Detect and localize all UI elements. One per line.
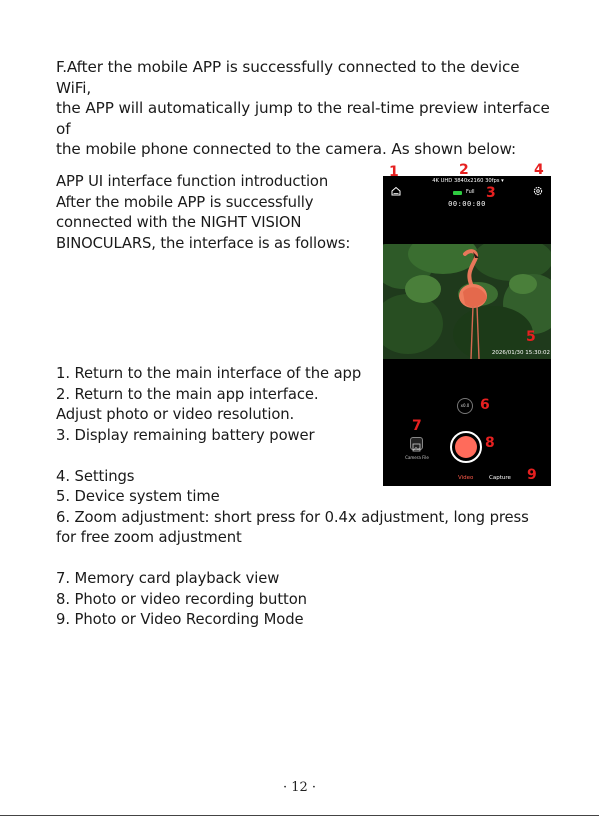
files-label: Camera File bbox=[405, 455, 429, 460]
ui-intro-line: After the mobile APP is successfully bbox=[56, 193, 314, 211]
list-item: 4. Settings bbox=[56, 467, 135, 485]
resolution-selector[interactable]: 4K UHD 3840x2160 30fps ▾ bbox=[432, 178, 504, 184]
callout-9: 9 bbox=[527, 467, 537, 483]
ui-intro-heading: APP UI interface function introduction bbox=[56, 173, 329, 190]
list-item: 2. Return to the main app interface. Adjust photo or video resolution. bbox=[56, 385, 319, 423]
battery-indicator bbox=[453, 189, 483, 197]
intro-line: the mobile phone connected to the camera. As shown below: bbox=[56, 140, 516, 158]
intro-paragraph bbox=[56, 57, 556, 160]
record-button[interactable] bbox=[450, 431, 482, 463]
callout-4: 4 bbox=[534, 162, 544, 178]
gallery-icon[interactable] bbox=[410, 437, 423, 450]
record-icon bbox=[455, 436, 477, 458]
list-item: 9. Photo or Video Recording Mode bbox=[56, 611, 304, 628]
list-item: 1. Return to the main interface of the app bbox=[56, 365, 362, 382]
battery-label: Full bbox=[466, 189, 475, 195]
callout-8: 8 bbox=[485, 435, 495, 451]
list-item: 6. Zoom adjustment: short press for 0.4x adjustment, long press for free zoom adjustment bbox=[56, 508, 529, 546]
list-item: 7. Memory card playback view bbox=[56, 570, 280, 587]
callout-5: 5 bbox=[526, 329, 536, 345]
home-icon[interactable] bbox=[390, 182, 402, 194]
mode-tab-video[interactable]: Video bbox=[458, 475, 474, 481]
bottom-rule bbox=[0, 815, 599, 816]
mode-tab-capture[interactable]: Capture bbox=[489, 475, 511, 481]
ui-intro-line: connected with the NIGHT VISION bbox=[56, 214, 302, 231]
callout-3: 3 bbox=[486, 185, 496, 201]
intro-line: the APP will automatically jump to the real-time preview interface of bbox=[56, 99, 550, 138]
callout-2: 2 bbox=[459, 162, 469, 178]
zoom-button[interactable]: x0.0 bbox=[457, 398, 473, 414]
ui-intro-paragraph bbox=[56, 172, 356, 254]
callout-6: 6 bbox=[480, 397, 490, 413]
page-number: · 12 · bbox=[282, 780, 317, 795]
list-item: 3. Display remaining battery power bbox=[56, 426, 315, 444]
callout-1: 1 bbox=[389, 164, 399, 180]
battery-icon bbox=[453, 191, 462, 195]
callout-7: 7 bbox=[412, 418, 422, 434]
ui-intro-line: BINOCULARS, the interface is as follows: bbox=[56, 234, 351, 252]
list-item: 5. Device system time bbox=[56, 488, 220, 505]
device-time: 2026/01/30 15:30:02 bbox=[491, 350, 550, 356]
list-item: 8. Photo or video recording button bbox=[56, 590, 307, 608]
gear-icon[interactable] bbox=[532, 182, 544, 194]
intro-line: F.After the mobile APP is successfully connected to the device WiFi, bbox=[56, 58, 520, 97]
recording-timer: 00:00:00 bbox=[448, 200, 486, 208]
